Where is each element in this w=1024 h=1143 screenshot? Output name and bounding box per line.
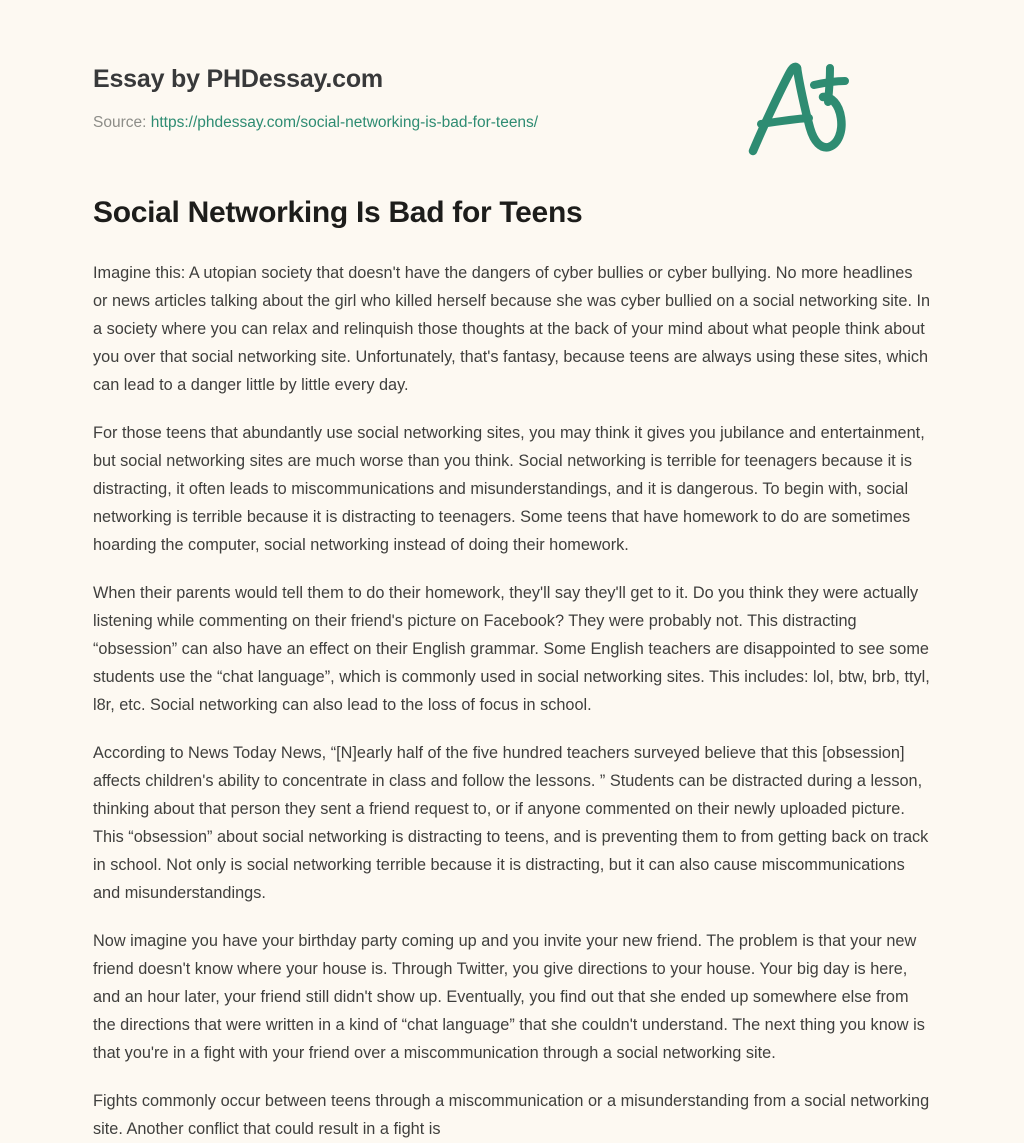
article: [93, 195, 931, 1143]
brand-title: Essay by PHDessay.com: [93, 65, 383, 93]
paragraph: Now imagine you have your birthday party coming up and you invite your new friend. The problem is that your new friend doesn't know where your house is. Through Twitter, you give directions to your house. Your big day is here, and an hour later, your friend still didn't show up. Eventually, you find out that she ended up somewhere else from the directions that were written in a kind of “chat language” that she couldn't understand. The next thing you know is that you're in a fight with your friend over a miscommunication through a social networking site.: [93, 931, 925, 1062]
paragraph: Fights commonly occur between teens through a miscommunication or a misunderstanding from a social networking site. Another conflict that could result in a fight is: [93, 1091, 930, 1138]
paragraph: For those teens that abundantly use social networking sites, you may think it gives you jubilance and entertainment, but social networking sites are much worse than you think. Social networking is terrible for teenagers because it is distracting, it often leads to miscommunications and misunderstandings, and it is dangerous. To begin with, social networking is terrible because it is distracting to teenagers. Some teens that have homework to do are sometimes hoarding the computer, social networking instead of doing their homework.: [93, 423, 925, 554]
source-url-link[interactable]: https://phdessay.com/social-networking-is-bad-for-teens/: [150, 113, 539, 131]
paragraph: According to News Today News, “[N]early half of the five hundred teachers surveyed believe that this [obsession] affects children's ability to concentrate in class and follow the lessons. ” Students can be distracted during a lesson, thinking about that person they sent a friend request to, or if anyone commented on their newly uploaded picture. This “obsession” about social networking is distracting to teens, and is preventing them to from getting back on track in school. Not only is social networking terrible because it is distracting, but it can also cause miscommunications and misunderstandings.: [93, 743, 929, 902]
page-header: [93, 0, 931, 133]
source-line: [93, 113, 931, 133]
paragraph: When their parents would tell them to do their homework, they'll say they'll get to it. Do you think they were actually listening while commenting on their friend's picture on Facebook? They were probably not. This distracting “obsession” can also have an effect on their English grammar. Some English teachers are disappointed to see some students use the “chat language”, which is commonly used in social networking sites. This includes: lol, btw, brb, ttyl, l8r, etc. Social networking can also lead to the loss of focus in school.: [93, 583, 930, 714]
source-label: Source:: [93, 113, 147, 131]
article-body: [93, 259, 931, 1143]
paragraph: Imagine this: A utopian society that doesn't have the dangers of cyber bullies or cyber bullying. No more headlines or news articles talking about the girl who killed herself because she was cyber bullied on a social networking site. In a society where you can relax and relinquish those thoughts at the back of your mind about what people think about you over that social networking site. Unfortunately, that's fantasy, because teens are always using these sites, which can lead to a danger little by little every day.: [93, 263, 931, 394]
page-title: Social Networking Is Bad for Teens: [93, 195, 583, 229]
